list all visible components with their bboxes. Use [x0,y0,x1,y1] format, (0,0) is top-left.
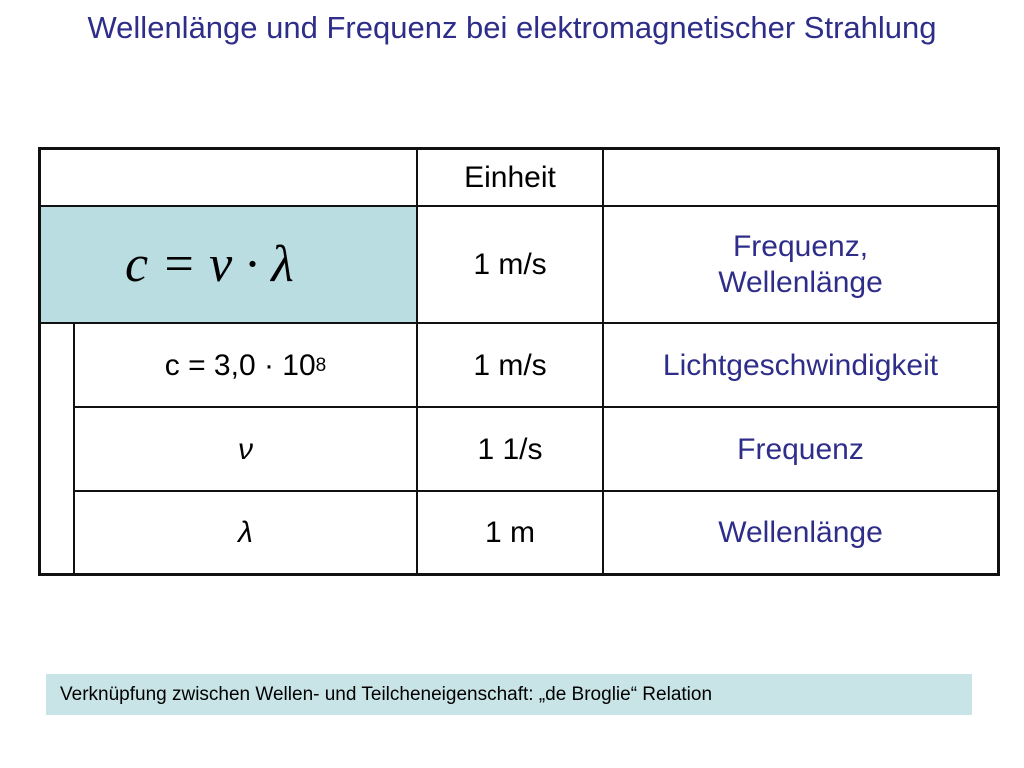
table-cell-symbol: ν [238,432,253,466]
footnote-text: Verknüpfung zwischen Wellen- und Teilcheneigenschaft: „de Broglie“ Relation [60,683,713,705]
table-cell-description: Frequenz [737,432,864,466]
table-cell-description: Frequenz, Wellenlänge [718,230,883,299]
table-header-unit: Einheit [464,161,556,194]
slide-title: Wellenlänge und Frequenz bei elektromagnetischer Strahlung [87,10,937,45]
table-cell-unit: 1 m/s [473,248,547,281]
table-cell-description: Lichtgeschwindigkeit [662,348,939,382]
table-cell-unit: 1 m [484,516,535,549]
table-cell-symbol: c = 3,0 · 10 8 [164,348,327,382]
table-cell-unit: 1 1/s [477,432,543,466]
symbol-base: c = 3,0 · 10 [164,348,316,382]
formula-equation: c = ν · λ [125,236,294,293]
table-cell-symbol: λ [238,516,253,549]
table-cell-unit: 1 m/s [473,348,547,382]
footnote-box [46,674,972,715]
table-cell-description: Wellenlänge [718,516,883,549]
